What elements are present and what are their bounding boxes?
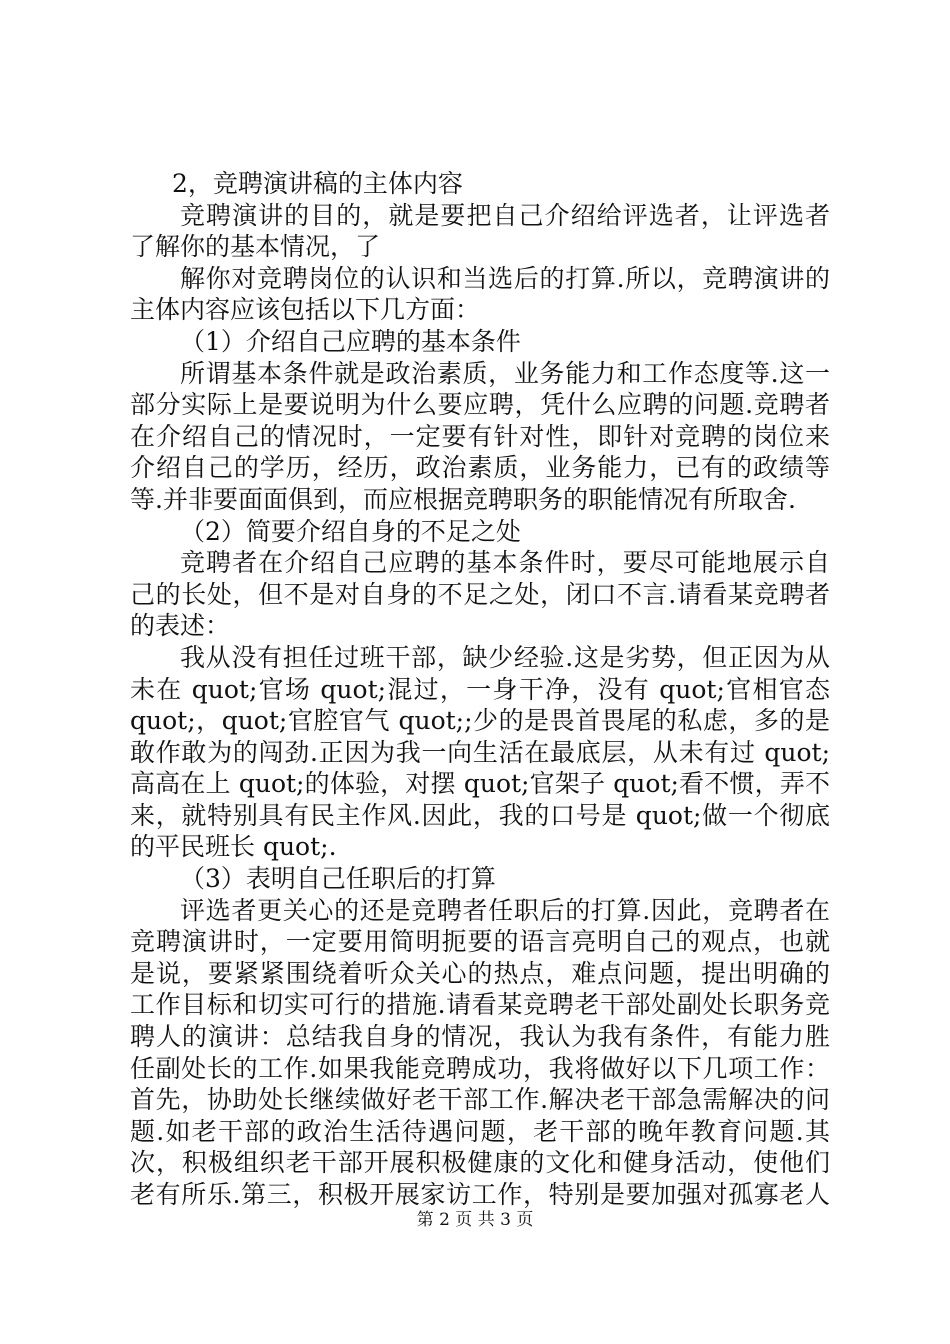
text-line: （3）表明自己任职后的打算 — [180, 864, 496, 894]
text-line: 来，就特别具有民主作风.因此，我的口号是 quot;做一个彻底 — [130, 800, 830, 830]
text-line: 老有所乐.第三，积极开展家访工作，特别是要加强对孤寡老人 — [130, 1180, 830, 1209]
text-line: 在介绍自己的情况时，一定要有针对性，即针对竞聘的岗位来 — [130, 421, 830, 451]
text-line: 题.如老干部的政治生活待遇问题，老干部的晚年教育问题.其 — [130, 1116, 830, 1146]
page-footer: 第 2 页 共 3 页 — [416, 1210, 534, 1230]
text-line: 敢作敢为的闯劲.正因为我一向生活在最底层，从未有过 quot; — [130, 737, 830, 767]
text-line: 2，竞聘演讲稿的主体内容 — [172, 169, 463, 198]
text-line: quot;，quot;官腔官气 quot;;少的是畏首畏尾的私虑，多的是 — [130, 706, 830, 736]
document-body — [130, 168, 830, 1211]
text-line: 等.并非要面面俱到，而应根据竞聘职务的职能情况有所取舍. — [130, 484, 796, 514]
text-line: 部分实际上是要说明为什么要应聘，凭什么应聘的问题.竞聘者 — [130, 390, 830, 420]
text-line: 介绍自己的学历，经历，政治素质，业务能力，已有的政绩等 — [130, 453, 830, 483]
text-line: （1）介绍自己应聘的基本条件 — [180, 326, 521, 356]
text-line: 主体内容应该包括以下几方面： — [130, 295, 481, 325]
text-line: 所谓基本条件就是政治素质，业务能力和工作态度等.这一 — [180, 358, 830, 388]
text-line: 次，积极组织老干部开展积极健康的文化和健身活动，使他们 — [130, 1148, 830, 1178]
text-line: 竞聘演讲时，一定要用简明扼要的语言亮明自己的观点，也就 — [130, 927, 830, 957]
text-line: 竞聘演讲的目的，就是要把自己介绍给评选者，让评选者 — [180, 200, 830, 230]
text-line: 工作目标和切实可行的措施.请看某竞聘老干部处副处长职务竞 — [130, 990, 830, 1020]
text-line: 未在 quot;官场 quot;混过，一身干净，没有 quot;官相官态 — [130, 674, 830, 704]
text-line: 聘人的演讲：总结我自身的情况，我认为我有条件，有能力胜 — [130, 1022, 830, 1052]
text-line: 高高在上 quot;的体验，对摆 quot;官架子 quot;看不惯，弄不 — [130, 769, 830, 799]
text-line: 竞聘者在介绍自己应聘的基本条件时，要尽可能地展示自 — [180, 548, 830, 578]
text-line: 解你对竞聘岗位的认识和当选后的打算.所以，竞聘演讲的 — [180, 263, 830, 293]
text-line: 的表述： — [130, 611, 231, 641]
text-line: 评选者更关心的还是竞聘者任职后的打算.因此，竞聘者在 — [180, 895, 830, 925]
text-line: 己的长处，但不是对自身的不足之处，闭口不言.请看某竞聘者 — [130, 579, 830, 609]
text-line: 任副处长的工作.如果我能竞聘成功，我将做好以下几项工作： — [130, 1053, 830, 1083]
text-line: 首先，协助处长继续做好老干部工作.解决老干部急需解决的问 — [130, 1085, 830, 1115]
text-line: 是说，要紧紧围绕着听众关心的热点，难点问题，提出明确的 — [130, 958, 830, 988]
text-line: 的平民班长 quot;. — [130, 832, 337, 862]
text-line: 我从没有担任过班干部，缺少经验.这是劣势，但正因为从 — [180, 642, 830, 672]
text-line: 了解你的基本情况，了 — [130, 232, 381, 262]
text-line: （2）简要介绍自身的不足之处 — [180, 516, 521, 546]
